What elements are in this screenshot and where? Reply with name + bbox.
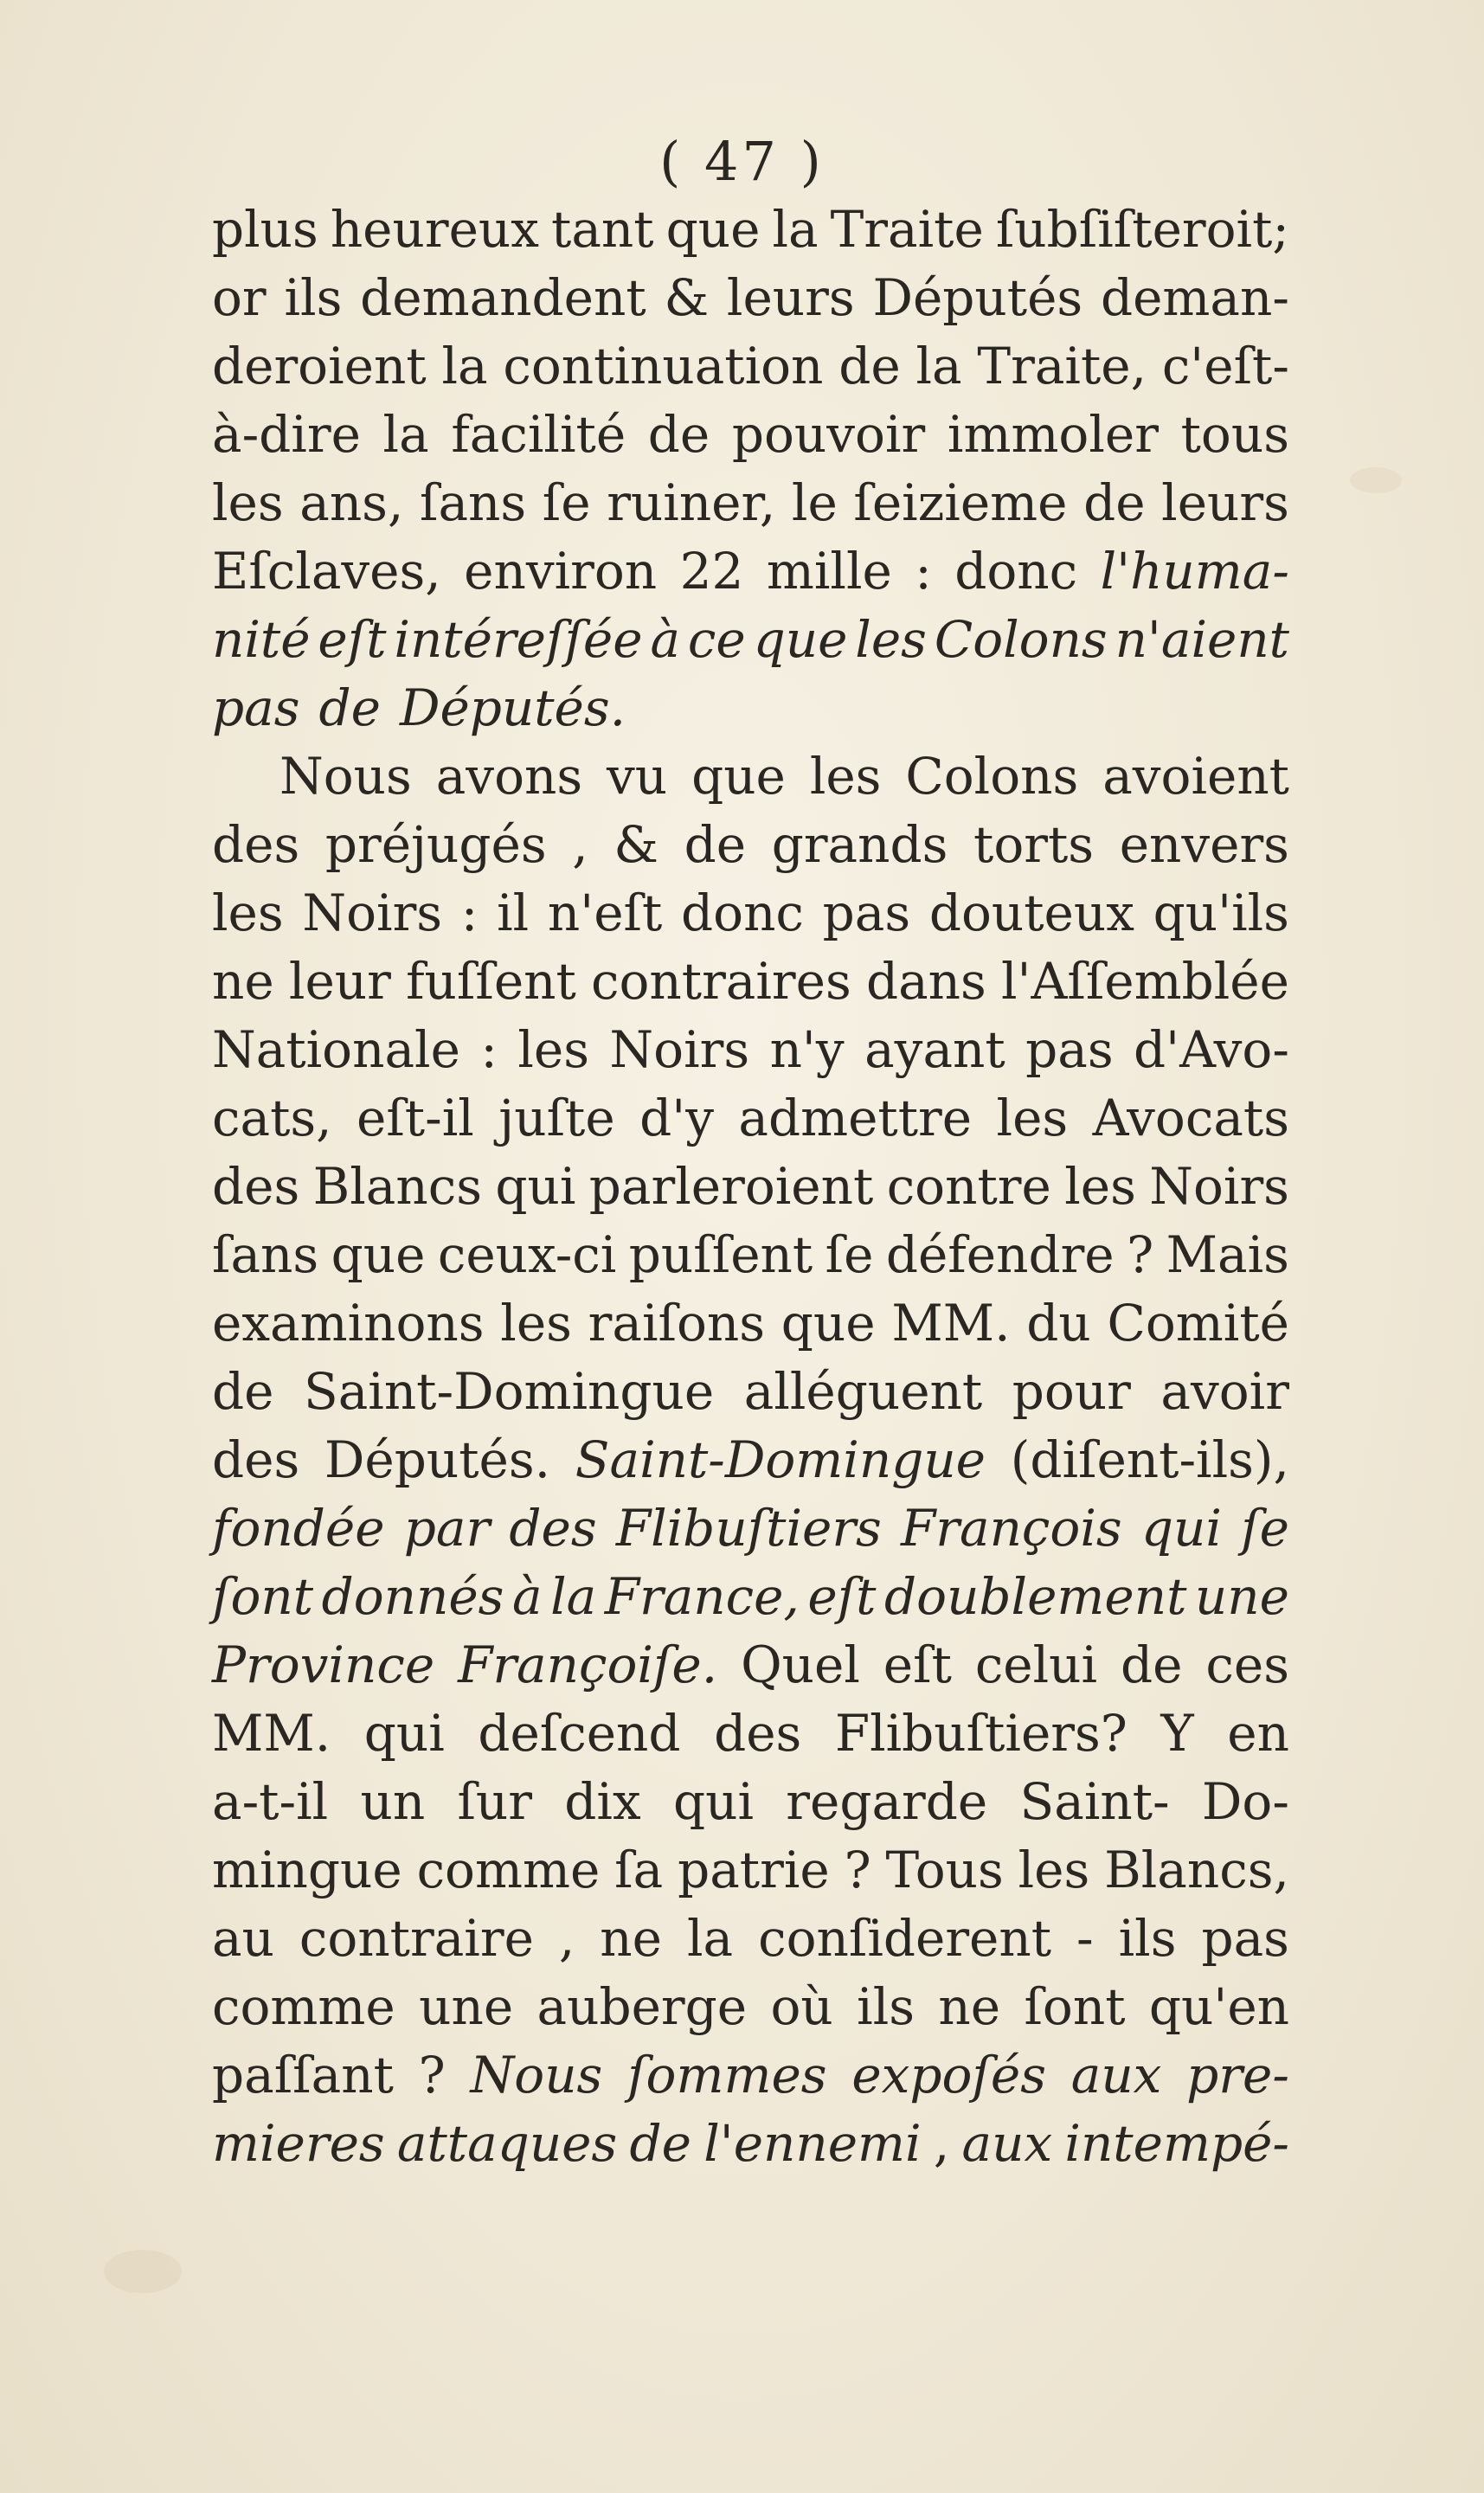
- word: que: [331, 1225, 426, 1284]
- word: Saint-: [1019, 1772, 1170, 1831]
- italic-word: nité: [212, 610, 311, 669]
- word: avoient: [1102, 747, 1289, 806]
- word: :: [480, 1020, 498, 1079]
- italic-word: une: [1194, 1567, 1289, 1626]
- word: ne: [600, 1909, 662, 1968]
- text-line: [212, 2041, 1289, 2110]
- italic-word: aux: [961, 2114, 1053, 2173]
- word: eſt-il: [357, 1089, 474, 1147]
- word: MM.: [891, 1294, 1011, 1353]
- word: ans,: [299, 473, 404, 532]
- word: Nous: [279, 747, 412, 806]
- word: Flibuſtiers?: [834, 1704, 1127, 1763]
- word: n'eſt: [547, 883, 663, 942]
- word: des: [212, 1430, 300, 1489]
- word: ils: [857, 1977, 915, 2036]
- body-text: [212, 196, 1289, 2178]
- word: ſans: [212, 1225, 319, 1284]
- word: n'y: [769, 1020, 845, 1079]
- word: les: [212, 473, 284, 532]
- word: à-dire: [212, 405, 361, 464]
- word: ſont: [1024, 1977, 1126, 2036]
- word: contraires: [591, 952, 851, 1011]
- word: que: [691, 747, 786, 806]
- word: regarde: [786, 1772, 988, 1831]
- word: un: [360, 1772, 426, 1831]
- text-line: [212, 401, 1289, 469]
- word: que: [781, 1294, 876, 1353]
- text-line: [212, 1084, 1289, 1153]
- word: :: [915, 542, 932, 601]
- text-line: [212, 332, 1289, 401]
- text-line: [212, 1153, 1289, 1221]
- word: douteux: [928, 883, 1134, 942]
- page-number: ( 47 ): [659, 130, 825, 193]
- word: pouvoir: [731, 405, 926, 464]
- word: ?: [844, 1841, 871, 1899]
- italic-word: qui: [1140, 1499, 1222, 1558]
- italic-word: Colons: [934, 610, 1108, 669]
- word: de: [684, 815, 747, 874]
- text-line: [212, 879, 1289, 948]
- word: une: [419, 1977, 514, 2036]
- word: qui: [495, 1157, 576, 1216]
- word: les: [809, 747, 882, 806]
- word: donc: [681, 883, 804, 942]
- word: Noirs: [1149, 1157, 1289, 1216]
- word: ceux-ci: [437, 1225, 617, 1284]
- word: &: [614, 815, 658, 874]
- word: ſans: [420, 473, 527, 532]
- word: Noirs: [302, 883, 443, 942]
- word: il: [497, 883, 530, 942]
- word: Noirs: [609, 1020, 750, 1079]
- word: leurs: [726, 268, 855, 327]
- italic-word: des: [509, 1499, 597, 1558]
- word: conſiderent: [758, 1909, 1052, 1968]
- word: les: [500, 1294, 572, 1353]
- word: comme: [416, 1841, 601, 1899]
- word: leur: [288, 952, 391, 1011]
- word: de: [1121, 1635, 1183, 1694]
- word: eſt: [883, 1635, 952, 1694]
- word: ſe: [825, 1225, 874, 1284]
- word: cats,: [212, 1089, 332, 1147]
- word: ſur: [457, 1772, 533, 1831]
- word: où: [770, 1977, 833, 2036]
- word: juſte: [498, 1089, 615, 1147]
- word: qui: [363, 1704, 445, 1763]
- italic-word: doublement: [884, 1567, 1187, 1626]
- word: Eſclaves,: [212, 542, 441, 601]
- word: ruiner,: [607, 473, 776, 532]
- word: puſſent: [628, 1225, 813, 1284]
- word: 22: [679, 542, 744, 601]
- text-line: [212, 1494, 1289, 1563]
- word: pour: [1012, 1362, 1131, 1421]
- text-line: [212, 1289, 1289, 1358]
- italic-word: ſont: [212, 1567, 314, 1626]
- text-line: [212, 469, 1289, 537]
- word: d'Avo-: [1134, 1020, 1289, 1079]
- word: Quel: [741, 1635, 860, 1694]
- word: plus: [212, 200, 318, 259]
- word: Traite,: [977, 337, 1147, 395]
- word: envers: [1119, 815, 1289, 874]
- word: au: [212, 1909, 274, 1968]
- italic-word: donnés: [321, 1567, 504, 1626]
- word: admettre: [738, 1089, 973, 1147]
- word: Tous: [885, 1841, 1004, 1899]
- italic-word: intéreſſée: [394, 610, 643, 669]
- italic-word: l'ennemi: [703, 2114, 922, 2173]
- word: deman-: [1100, 268, 1289, 327]
- word: ne: [938, 1977, 1001, 2036]
- italic-word: Nous: [470, 2046, 603, 2104]
- word: Saint-Domingue: [303, 1362, 715, 1421]
- word: ils: [1118, 1909, 1177, 1968]
- italic-word: ce: [687, 610, 746, 669]
- italic-word: mieres: [212, 2114, 385, 2173]
- italic-word: attaques: [396, 2114, 618, 2173]
- word: la: [382, 405, 429, 464]
- italic-word: pas: [212, 678, 300, 737]
- italic-word: de: [629, 2114, 691, 2173]
- word: ſa: [614, 1841, 664, 1899]
- italic-word: que: [753, 610, 848, 669]
- word: qu'ils: [1153, 883, 1289, 942]
- word: comme: [212, 1977, 395, 2036]
- word: contraire: [299, 1909, 534, 1968]
- word: qui: [672, 1772, 755, 1831]
- word: la: [441, 337, 488, 395]
- word: l'Aſſemblée: [1000, 952, 1289, 1011]
- word: les: [212, 883, 284, 942]
- word: avons: [435, 747, 583, 806]
- italic-word: France,: [604, 1567, 800, 1626]
- italic-word: Françoiſe.: [458, 1635, 718, 1694]
- text-line: [212, 1699, 1289, 1768]
- text-line: [212, 1973, 1289, 2041]
- word: deſcend: [478, 1704, 681, 1763]
- word: les: [1064, 1157, 1136, 1216]
- word: heureux: [330, 200, 539, 259]
- word: ?: [1127, 1225, 1154, 1284]
- word: MM.: [212, 1704, 331, 1763]
- italic-word: ſommes: [627, 2046, 827, 2104]
- italic-word: les: [855, 610, 927, 669]
- word: donc: [954, 542, 1078, 601]
- word: les: [1018, 1841, 1090, 1899]
- word: avoir: [1160, 1362, 1289, 1421]
- word: mingue: [212, 1841, 402, 1899]
- word: de: [1083, 473, 1146, 532]
- italic-word: à: [650, 610, 681, 669]
- word: examinons: [212, 1294, 485, 1353]
- word: Colons: [905, 747, 1079, 806]
- word: c'eſt-: [1161, 337, 1289, 395]
- word: environ: [464, 542, 658, 601]
- word: Députés: [872, 268, 1083, 327]
- word: &: [664, 268, 710, 327]
- word: de: [212, 1362, 274, 1421]
- word: d'y: [639, 1089, 714, 1147]
- text-line: [212, 811, 1289, 879]
- word: des: [714, 1704, 802, 1763]
- word: ,: [572, 815, 588, 874]
- italic-word: la: [550, 1567, 597, 1626]
- word: auberge: [536, 1977, 748, 2036]
- word: vu: [607, 747, 668, 806]
- word: des: [212, 1157, 300, 1216]
- word: ils: [284, 268, 343, 327]
- text-line: [212, 1631, 1289, 1699]
- word: préjugés: [324, 815, 547, 874]
- paper-stain: [1350, 467, 1402, 493]
- word: -: [1076, 1909, 1094, 1968]
- text-line: [212, 2110, 1289, 2178]
- word: leurs: [1161, 473, 1289, 532]
- italic-word: de: [318, 678, 381, 737]
- word: le: [791, 473, 838, 532]
- italic-word: Flibuſtiers: [615, 1499, 882, 1558]
- word: (diſent-ils),: [1010, 1430, 1289, 1489]
- word: de: [838, 337, 901, 395]
- text-line: [212, 264, 1289, 332]
- word: des: [212, 815, 300, 874]
- word: Y: [1160, 1704, 1194, 1763]
- italic-word: pre-: [1186, 2046, 1289, 2104]
- word: facilité: [451, 405, 626, 464]
- word: Traite: [830, 200, 984, 259]
- word: Do-: [1201, 1772, 1289, 1831]
- word: pas: [1201, 1909, 1289, 1968]
- word: patrie: [678, 1841, 830, 1899]
- word: Mais: [1166, 1225, 1289, 1284]
- word: la: [772, 200, 819, 259]
- word: la: [686, 1909, 734, 1968]
- word: Nationale: [212, 1020, 460, 1079]
- word: Comité: [1107, 1294, 1289, 1353]
- text-line: [212, 1905, 1289, 1973]
- word: les: [996, 1089, 1069, 1147]
- word: immoler: [947, 405, 1159, 464]
- word: ne: [212, 952, 274, 1011]
- word: qu'en: [1148, 1977, 1289, 2036]
- word: en: [1227, 1704, 1289, 1763]
- text-line: [212, 537, 1289, 606]
- word: Blancs: [312, 1157, 482, 1216]
- word: dix: [564, 1772, 641, 1831]
- italic-word: à: [511, 1567, 543, 1626]
- word: ces: [1205, 1635, 1289, 1694]
- word: mille: [766, 542, 892, 601]
- italic-word: expoſés: [851, 2046, 1046, 2104]
- word: pas: [1025, 1020, 1114, 1079]
- italic-word: aux: [1070, 2046, 1162, 2104]
- text-line: [212, 1221, 1289, 1289]
- word: tous: [1180, 405, 1289, 464]
- word: deroient: [212, 337, 427, 395]
- italic-word: ſe: [1241, 1499, 1289, 1558]
- italic-word: Province: [212, 1635, 435, 1694]
- text-line: [212, 1426, 1289, 1494]
- word: paſſant: [212, 2046, 394, 2104]
- word: demandent: [360, 268, 646, 327]
- italic-word: eſt: [318, 610, 387, 669]
- text-line: [212, 1358, 1289, 1426]
- word: ſeizieme: [853, 473, 1068, 532]
- text-line: [212, 196, 1289, 264]
- word: alléguent: [743, 1362, 983, 1421]
- word: raiſons: [588, 1294, 766, 1353]
- italic-word: eſt: [807, 1567, 877, 1626]
- text-line: [212, 1768, 1289, 1836]
- word: a-t-il: [212, 1772, 329, 1831]
- text-line: [212, 1016, 1289, 1084]
- word: les: [517, 1020, 589, 1079]
- word: continuation: [503, 337, 824, 395]
- italic-word: Saint-Domingue: [575, 1430, 986, 1489]
- italic-word: fondée: [212, 1499, 385, 1558]
- word: grands: [771, 815, 948, 874]
- italic-word: Députés.: [399, 678, 626, 737]
- text-line: [212, 1563, 1289, 1631]
- word: parleroient: [588, 1157, 874, 1216]
- word: Avocats: [1092, 1089, 1289, 1147]
- word: or: [212, 268, 267, 327]
- text-line: [212, 606, 1289, 674]
- word: du: [1026, 1294, 1091, 1353]
- word: torts: [973, 815, 1095, 874]
- italic-word: l'huma-: [1100, 542, 1289, 601]
- word: défendre: [885, 1225, 1115, 1284]
- word: ſe: [542, 473, 591, 532]
- text-line: [212, 948, 1289, 1016]
- word: celui: [974, 1635, 1098, 1694]
- word: la: [915, 337, 962, 395]
- word: ſubſiſteroit;: [995, 200, 1289, 259]
- text-line: [212, 674, 1289, 742]
- text-line: [212, 742, 1289, 811]
- word: ,: [558, 1909, 575, 1968]
- word: tant: [551, 200, 654, 259]
- text-line: [212, 1836, 1289, 1905]
- paper-stain: [104, 2250, 182, 2293]
- word: ?: [418, 2046, 446, 2104]
- word: de: [647, 405, 710, 464]
- word: pas: [822, 883, 911, 942]
- italic-word: intempé-: [1064, 2114, 1289, 2173]
- word: Députés.: [324, 1430, 551, 1489]
- word: ayant: [864, 1020, 1005, 1079]
- italic-word: n'aient: [1115, 610, 1289, 669]
- word: ,: [933, 2114, 950, 2173]
- word: dans: [865, 952, 986, 1011]
- word: :: [460, 883, 479, 942]
- word: fuſſent: [406, 952, 576, 1011]
- word: contre: [886, 1157, 1051, 1216]
- word: que: [665, 200, 761, 259]
- italic-word: par: [403, 1499, 491, 1558]
- word: Blancs,: [1104, 1841, 1289, 1899]
- italic-word: François: [901, 1499, 1122, 1558]
